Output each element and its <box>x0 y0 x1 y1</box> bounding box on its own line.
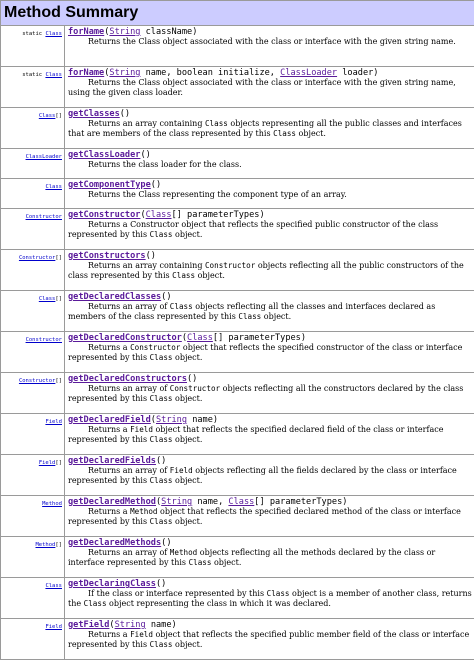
code-term: Class <box>170 302 193 311</box>
modifier-label: static <box>22 31 45 37</box>
return-type-link[interactable]: Constructor <box>19 378 55 384</box>
method-name-link[interactable]: forName <box>68 68 104 78</box>
method-signature <box>68 292 472 302</box>
signature-text: name) <box>187 415 218 425</box>
method-name-link[interactable]: getDeclaredClasses <box>68 292 161 302</box>
method-signature <box>68 456 472 466</box>
method-row <box>1 619 474 660</box>
signature-text: ( <box>182 333 187 343</box>
description-text: object that reflects the specified declared method of the class or interface represented by this <box>68 507 461 526</box>
code-term: Class <box>150 353 173 362</box>
signature-text: name, boolean initialize, <box>140 68 280 78</box>
method-row <box>1 67 474 108</box>
method-signature <box>68 620 472 630</box>
method-detail <box>65 455 474 496</box>
signature-text: () <box>187 374 197 384</box>
method-signature <box>68 150 472 160</box>
section-title: Method Summary <box>1 1 474 26</box>
array-suffix: [] <box>55 296 62 302</box>
code-term: Class <box>267 589 290 598</box>
method-name-link[interactable]: getConstructor <box>68 210 140 220</box>
modifier-and-type <box>1 619 65 660</box>
return-type-link[interactable]: Method <box>42 501 62 507</box>
method-detail <box>65 619 474 660</box>
method-description <box>68 261 472 282</box>
method-row <box>1 373 474 414</box>
modifier-and-type <box>1 149 65 179</box>
description-text: Returns the Class representing the component type of an array. <box>88 190 347 199</box>
method-detail <box>65 209 474 250</box>
method-name-link[interactable]: getDeclaredMethod <box>68 497 156 507</box>
description-text: object that reflects the specified constructor of the class or interface represented by this <box>68 343 462 362</box>
modifier-and-type <box>1 414 65 455</box>
description-text: Returns the Class object associated with the class or interface with the given string name, using the given class loader. <box>68 78 456 97</box>
code-term: Class <box>238 312 261 321</box>
modifier-and-type <box>1 250 65 291</box>
param-type-link[interactable]: ClassLoader <box>280 68 337 78</box>
method-row <box>1 209 474 250</box>
signature-text: () <box>161 538 171 548</box>
return-type-link[interactable]: ClassLoader <box>26 154 62 160</box>
modifier-and-type <box>1 496 65 537</box>
code-term: Constructor <box>130 343 180 352</box>
return-type-link[interactable]: Field <box>45 419 62 425</box>
description-text: object. <box>172 230 202 239</box>
signature-text: () <box>151 180 161 190</box>
param-type-link[interactable]: Class <box>146 210 172 220</box>
description-text: Returns an array containing <box>88 261 205 270</box>
return-type-link[interactable]: Field <box>39 460 56 466</box>
description-text: object that reflects the specified declared field of the class or interface represented by this <box>68 425 443 444</box>
return-type-link[interactable]: Class <box>45 184 62 190</box>
signature-text: ( <box>109 620 114 630</box>
method-description <box>68 190 472 201</box>
description-text: Returns an array of <box>88 548 170 557</box>
modifier-label: static <box>22 72 45 78</box>
modifier-and-type <box>1 332 65 373</box>
description-text: Returns a <box>88 425 130 434</box>
signature-text: () <box>161 292 171 302</box>
description-text: object. <box>261 312 291 321</box>
code-term: Class <box>84 599 107 608</box>
description-text: objects reflecting all the fields declared by the class or interface represented by this <box>68 466 457 485</box>
method-name-link[interactable]: getDeclaredConstructors <box>68 374 187 384</box>
method-description <box>68 37 472 48</box>
modifier-and-type <box>1 26 65 67</box>
array-suffix: [] <box>55 255 62 261</box>
description-text: Returns the Class object associated with the class or interface with the given string name. <box>88 37 456 46</box>
method-description <box>68 160 472 171</box>
method-description <box>68 630 472 651</box>
method-name-link[interactable]: forName <box>68 27 104 37</box>
modifier-and-type <box>1 209 65 250</box>
method-row <box>1 149 474 179</box>
method-description <box>68 220 472 241</box>
signature-text: () <box>120 109 130 119</box>
description-text: object. <box>172 640 202 649</box>
return-type-link[interactable]: Class <box>45 31 62 37</box>
method-signature <box>68 27 472 37</box>
param-type-link[interactable]: String <box>156 415 187 425</box>
table-header-row <box>1 1 474 26</box>
method-row <box>1 250 474 291</box>
modifier-and-type <box>1 67 65 108</box>
code-term: Field <box>130 630 153 639</box>
return-type-link[interactable]: Class <box>45 72 62 78</box>
description-text: object. <box>172 353 202 362</box>
method-name-link[interactable]: getConstructors <box>68 251 146 261</box>
code-term: Class <box>189 558 212 567</box>
description-text: object. <box>195 271 225 280</box>
description-text: objects reflecting all the classes and interfaces declared as members of the class represented by this <box>68 302 435 321</box>
description-text: Returns a <box>88 630 130 639</box>
code-term: Class <box>150 476 173 485</box>
method-name-link[interactable]: getDeclaredConstructor <box>68 333 182 343</box>
method-row <box>1 108 474 149</box>
description-text: objects representing all the public classes and interfaces that are members of the class represented by this <box>68 119 462 138</box>
method-name-link[interactable]: getDeclaredMethods <box>68 538 161 548</box>
method-row <box>1 455 474 496</box>
param-type-link[interactable]: String <box>109 68 140 78</box>
param-type-link[interactable]: Class <box>228 497 254 507</box>
modifier-and-type <box>1 455 65 496</box>
method-signature <box>68 374 472 384</box>
description-text: object. <box>211 558 241 567</box>
code-term: Constructor <box>170 384 220 393</box>
method-signature <box>68 210 472 220</box>
method-detail <box>65 108 474 149</box>
description-text: objects reflecting all the public constructors of the class represented by this <box>68 261 464 280</box>
array-suffix: [] <box>55 542 62 548</box>
method-signature <box>68 180 472 190</box>
modifier-and-type <box>1 291 65 332</box>
description-text: object. <box>172 435 202 444</box>
method-detail <box>65 332 474 373</box>
signature-text: ( <box>156 497 161 507</box>
description-text: object that reflects the specified public member field of the class or interface represented by this <box>68 630 469 649</box>
description-text: Returns an array of <box>88 466 170 475</box>
signature-text: () <box>146 251 156 261</box>
signature-text: [] parameterTypes) <box>172 210 265 220</box>
method-signature <box>68 497 472 507</box>
method-signature <box>68 68 472 78</box>
code-term: Class <box>150 640 173 649</box>
description-text: Returns a Constructor object that reflects the specified public constructor of the class represented by this <box>68 220 438 239</box>
code-term: Class <box>172 271 195 280</box>
signature-text: [] parameterTypes) <box>254 497 347 507</box>
description-text: objects reflecting all the constructors declared by the class represented by this <box>68 384 463 403</box>
return-type-link[interactable]: Constructor <box>26 214 62 220</box>
signature-text: className) <box>140 27 197 37</box>
modifier-and-type <box>1 179 65 209</box>
description-text: Returns a <box>88 343 130 352</box>
method-detail <box>65 149 474 179</box>
code-term: Class <box>205 119 228 128</box>
method-name-link[interactable]: getComponentType <box>68 180 151 190</box>
description-text: object. <box>172 517 202 526</box>
code-term: Field <box>130 425 153 434</box>
description-text: object. <box>296 129 326 138</box>
method-name-link[interactable]: getClasses <box>68 109 120 119</box>
signature-text: () <box>156 579 166 589</box>
method-signature <box>68 333 472 343</box>
description-text: Returns an array of <box>88 302 170 311</box>
return-type-link[interactable]: Constructor <box>19 255 55 261</box>
method-description <box>68 507 472 528</box>
modifier-and-type <box>1 537 65 578</box>
method-row <box>1 537 474 578</box>
modifier-and-type <box>1 108 65 149</box>
description-text: object representing the class in which it was declared. <box>107 599 331 608</box>
signature-text: ( <box>140 210 145 220</box>
code-term: Class <box>150 517 173 526</box>
param-type-link[interactable]: Class <box>187 333 213 343</box>
signature-text: name, <box>192 497 228 507</box>
code-term: Class <box>150 230 173 239</box>
code-term: Field <box>170 466 193 475</box>
return-type-link[interactable]: Constructor <box>26 337 62 343</box>
method-detail <box>65 291 474 332</box>
method-detail <box>65 179 474 209</box>
array-suffix: [] <box>55 378 62 384</box>
method-detail <box>65 496 474 537</box>
method-name-link[interactable]: getDeclaredFields <box>68 456 156 466</box>
method-description <box>68 384 472 405</box>
code-term: Method <box>170 548 197 557</box>
method-signature <box>68 109 472 119</box>
description-text: Returns the class loader for the class. <box>88 160 242 169</box>
code-term: Constructor <box>205 261 255 270</box>
method-row <box>1 332 474 373</box>
return-type-link[interactable]: Class <box>39 296 56 302</box>
description-text: If the class or interface represented by this <box>88 589 267 598</box>
method-description <box>68 343 472 364</box>
method-row <box>1 26 474 67</box>
code-term: Class <box>150 394 173 403</box>
description-text: object. <box>172 476 202 485</box>
code-term: Method <box>130 507 157 516</box>
return-type-link[interactable]: Class <box>39 113 56 119</box>
array-suffix: [] <box>55 460 62 466</box>
description-text: object is a member of another class, returns the <box>68 589 472 608</box>
method-row <box>1 414 474 455</box>
method-description <box>68 466 472 487</box>
return-type-link[interactable]: Class <box>45 583 62 589</box>
method-description <box>68 119 472 140</box>
code-term: Class <box>273 129 296 138</box>
signature-text: name) <box>146 620 177 630</box>
array-suffix: [] <box>55 113 62 119</box>
signature-text: () <box>140 150 150 160</box>
param-type-link[interactable]: String <box>115 620 146 630</box>
method-detail <box>65 537 474 578</box>
signature-text: ( <box>104 68 109 78</box>
description-text: objects reflecting all the methods declared by the class or interface represented by this <box>68 548 435 567</box>
signature-text: loader) <box>337 68 378 78</box>
return-type-link[interactable]: Method <box>36 542 56 548</box>
method-row <box>1 291 474 332</box>
method-row <box>1 578 474 619</box>
description-text: Returns an array of <box>88 384 170 393</box>
method-detail <box>65 373 474 414</box>
method-signature <box>68 579 472 589</box>
method-description <box>68 589 472 610</box>
description-text: Returns an array containing <box>88 119 205 128</box>
method-name-link[interactable]: getField <box>68 620 109 630</box>
method-detail <box>65 578 474 619</box>
method-detail <box>65 250 474 291</box>
method-description <box>68 548 472 569</box>
method-description <box>68 302 472 323</box>
method-detail <box>65 26 474 67</box>
method-name-link[interactable]: getDeclaredField <box>68 415 151 425</box>
method-detail <box>65 414 474 455</box>
code-term: Class <box>150 435 173 444</box>
modifier-and-type <box>1 578 65 619</box>
description-text: Returns a <box>88 507 130 516</box>
method-name-link[interactable]: getClassLoader <box>68 150 140 160</box>
signature-text: ( <box>151 415 156 425</box>
method-signature <box>68 415 472 425</box>
method-signature <box>68 251 472 261</box>
description-text: object. <box>172 394 202 403</box>
param-type-link[interactable]: String <box>109 27 140 37</box>
method-signature <box>68 538 472 548</box>
method-row <box>1 496 474 537</box>
method-name-link[interactable]: getDeclaringClass <box>68 579 156 589</box>
method-detail <box>65 67 474 108</box>
modifier-and-type <box>1 373 65 414</box>
method-description <box>68 78 472 99</box>
return-type-link[interactable]: Field <box>45 624 62 630</box>
method-description <box>68 425 472 446</box>
signature-text: [] parameterTypes) <box>213 333 306 343</box>
signature-text: ( <box>104 27 109 37</box>
method-row <box>1 179 474 209</box>
signature-text: () <box>156 456 166 466</box>
param-type-link[interactable]: String <box>161 497 192 507</box>
